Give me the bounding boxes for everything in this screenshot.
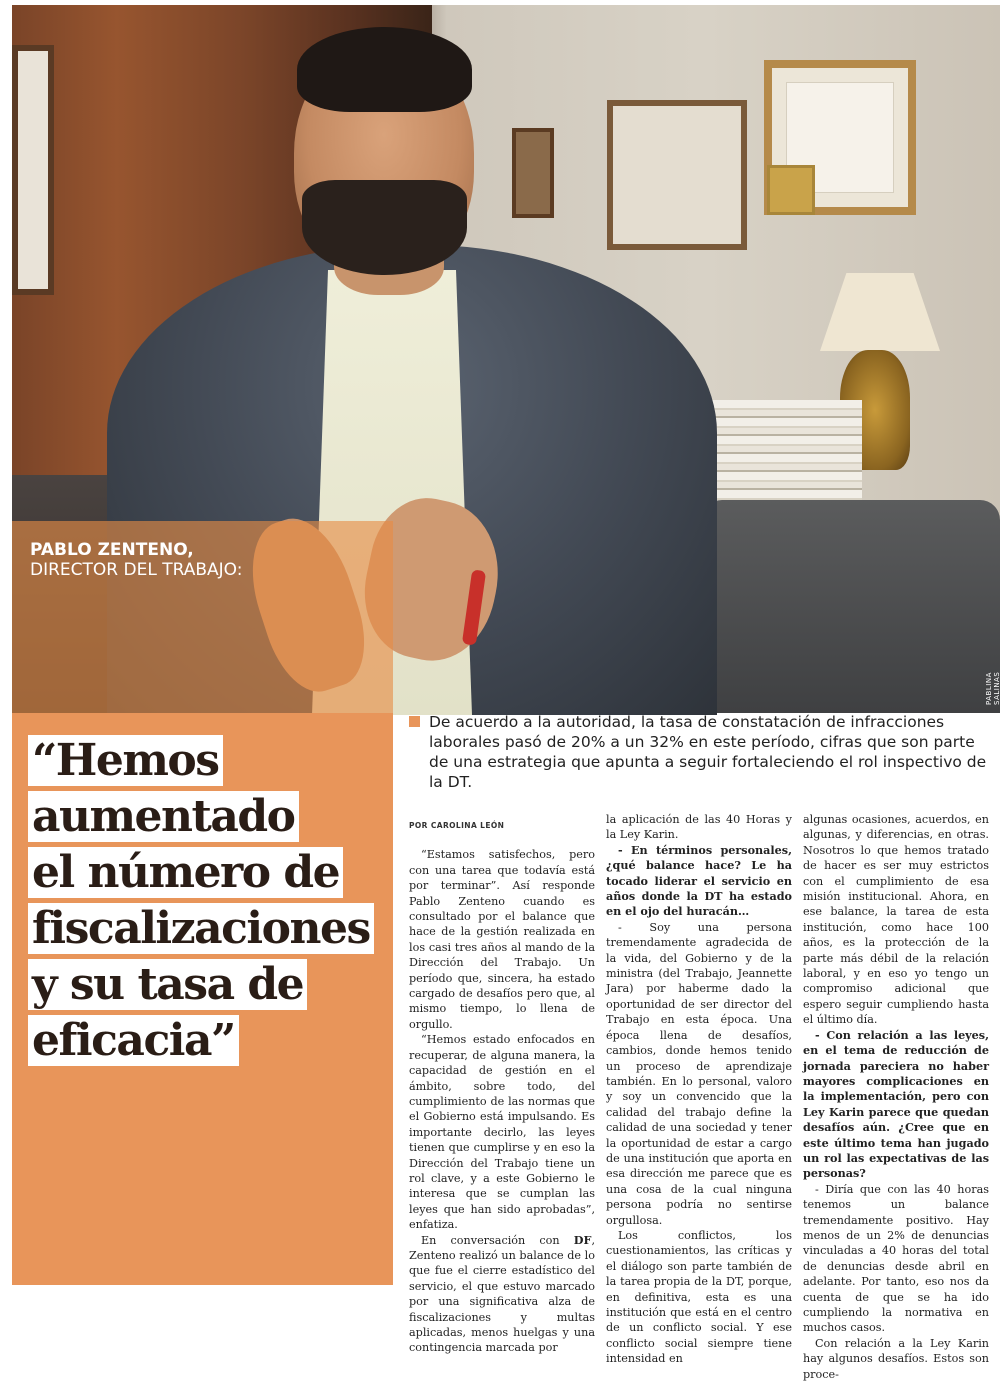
headline — [28, 733, 388, 1069]
text-run: En conversación con — [421, 1233, 574, 1247]
paragraph: algunas ocasiones, acuerdos, en algunas, y diferencias, en otras. Nosotros lo que hemos tratado de hacer es ser muy estrictos con el cumplimiento de esa misión institucional. Ahora, en ese balance, la tarea de esta institución, como hace 100 años, es la protección de la parte más débil de la relación laboral, y en eso yo tengo un compromiso adicional que espero seguir cumpliendo hasta el último día. — [803, 813, 989, 1027]
sofa-right — [702, 500, 1000, 713]
wall-frame-gold — [767, 165, 815, 215]
headline-line: el número de — [28, 847, 343, 898]
caption-role: DIRECTOR DEL TRABAJO: — [30, 560, 243, 580]
headline-line: fiscalizaciones — [28, 903, 374, 954]
article-column-3 — [803, 812, 989, 1382]
lede — [409, 712, 989, 792]
headline-line: y su tasa de — [28, 959, 307, 1010]
person-hair — [297, 27, 472, 112]
text-run: , Zenteno realizó un balance de lo que fue el cierre estadístico del servicio, el que estuvo marcado por una significativa alza de fiscalizaciones y multas aplicadas, menos huelgas y una contingencia marcada por — [409, 1233, 595, 1355]
wall-frame-left — [12, 45, 54, 295]
photo-credit: PABLINA SALINAS — [985, 671, 1001, 705]
byline: POR CAROLINA LEÓN — [409, 821, 505, 830]
paragraph: la aplicación de las 40 Horas y la Ley Karin. — [606, 813, 792, 842]
paragraph — [409, 1233, 595, 1356]
paragraph: “Estamos satisfechos, pero con una tarea que todavía está por terminar”. Así responde Pablo Zenteno cuando es consultado por el balance que hace de la gestión realizada en los casi tres años al mando de la Dirección del Trabajo. Un período que, sincera, ha estado cargado de desafíos pero que, al mismo tiempo, lo llena de orgullo. — [409, 848, 595, 1031]
publication-mention: DF — [573, 1232, 592, 1247]
lamp-shade — [820, 273, 940, 351]
headline-line: eficacia” — [28, 1015, 239, 1066]
paragraph: - Soy una persona tremendamente agradecida de la vida, del Gobierno y de la ministra (del Trabajo, Jeannette Jara) por haberme dado la oportunidad de ser director del Trabajo en esta época. Una época llena de desafíos, cambios, donde hemos tenido un proceso de aprendizaje también. En lo personal, valoro y soy un convencido que la calidad del trabajo define la calidad de una sociedad y tener la oportunidad de estar a cargo de una institución que aporta en esa dirección me parece que es una cosa de la cual ninguna persona podría no sentirse orgullosa. — [606, 920, 792, 1227]
wall-frame-small — [512, 128, 554, 218]
headline-line: “Hemos — [28, 735, 223, 786]
paragraph: Los conflictos, los cuestionamientos, las críticas y el diálogo son parte también de la tarea propia de la DT, porque, en definitiva, esta es una institución que está en el centro de un conflicto social. Y ese conflicto social siempre tiene intensidad en — [606, 1228, 792, 1366]
wall-frame-diploma — [607, 100, 747, 250]
interview-question: - En términos personales, ¿qué balance hace? Le ha tocado liderar el servicio en años donde la DT ha estado en el ojo del huracán… — [606, 842, 792, 919]
square-bullet-icon — [409, 716, 420, 727]
person-beard — [302, 180, 467, 275]
paragraph: “Hemos estado enfocados en recuperar, de alguna manera, la capacidad de gestión en el ámbito, sobre todo, del cumplimiento de las normas que el Gobierno está impulsando. Es importante decirlo, las leyes tienen que cumplirse y en eso la Dirección del Trabajo tiene un rol clave, y a este Gobierno le interesa que se cumplan las leyes que han sido aprobadas”, enfatiza. — [409, 1033, 595, 1232]
article-column-2 — [606, 812, 792, 1367]
lede-text: De acuerdo a la autoridad, la tasa de constatación de infracciones laborales pasó de 20% a un 32% en este período, cifras que son parte de una estrategia que apunta a seguir fortaleciendo el rol inspectivo de la DT. — [429, 713, 987, 791]
interview-question: - Con relación a las leyes, en el tema de reducción de jornada pareciera no haber mayores complicaciones en la implementación, pero con Ley Karin parece que quedan desafíos aún. ¿Cree que en este último tema han jugado un rol las expectativas de las personas? — [803, 1027, 989, 1181]
caption-name: PABLO ZENTENO, — [30, 540, 194, 560]
paragraph: Con relación a la Ley Karin hay algunos desafíos. Estos son proce- — [803, 1336, 989, 1381]
photo-caption — [30, 540, 242, 580]
paragraph: - Diría que con las 40 horas tenemos un balance tremendamente positivo. Hay menos de un 2% de denuncias vinculadas a 40 horas del total de denuncias desde abril en adelante. Por tanto, eso nos da cuenta de que se ha ido cumpliendo la normativa en muchos casos. — [803, 1182, 989, 1335]
headline-line: aumentado — [28, 791, 299, 842]
article-column-1 — [409, 818, 595, 1356]
